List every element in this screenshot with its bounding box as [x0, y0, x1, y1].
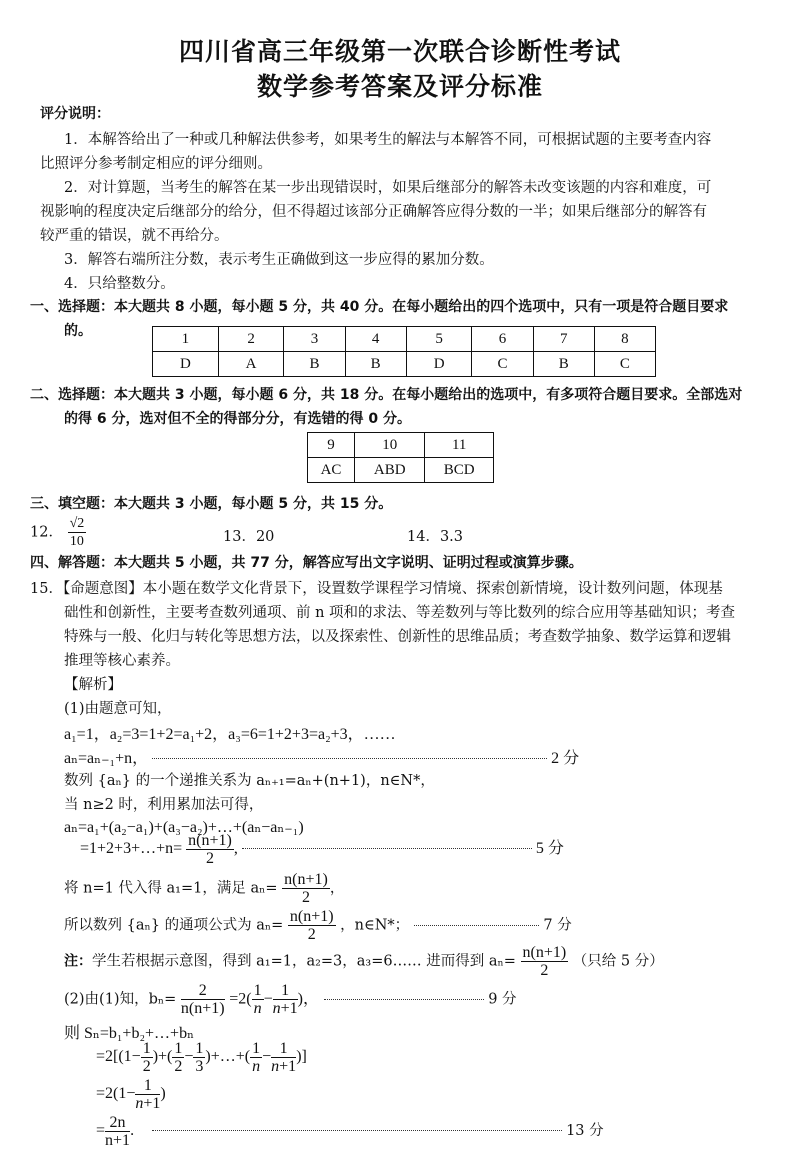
answer-cell: B [533, 352, 594, 377]
score-2: 2 分 [551, 750, 580, 767]
fraction: $\frac{2}{n(n+1)}$ [180, 982, 225, 1017]
q15-note: 注：学生若根据示意图，得到 a₁=1，a₂=3，a₃=6…… 进而得到 aₙ= $\frac{n(n+1)}{2}$ （只给 5 分） [64, 944, 664, 979]
fraction: $\frac{1}{n+1}$ [271, 1040, 297, 1075]
q15-intent-d: 推理等核心素养。 [64, 653, 180, 669]
question-number-row [308, 433, 494, 458]
answer-cell: C [472, 352, 533, 377]
section4-heading: 四、解答题：本大题共 5 小题，共 77 分，解答应写出文字说明、证明过程或演算步骤。 [30, 555, 583, 571]
question-number: 9 [308, 433, 355, 458]
q15-substitute-check: 将 n=1 代入得 a₁=1，满足 aₙ= $\frac{n(n+1)}{2}$ ， [64, 871, 345, 906]
question-number: 10 [355, 433, 425, 458]
question-number: 11 [425, 433, 494, 458]
fraction: $\frac{1}{2}$ [142, 1040, 151, 1075]
q15-recurrence-relation: 数列 {aₙ} 的一个递推关系为 aₙ₊₁=aₙ+(n+1)，n∈N*， [64, 773, 435, 789]
fraction: $\frac{n(n+1)}{2}$ [289, 908, 334, 943]
fraction: $\frac{n(n+1)}{2}$ [188, 832, 232, 867]
document-subtitle: 数学参考答案及评分标准 [256, 72, 543, 101]
q15-intent-c: 特殊与一般、化归与转化等思想方法，以及探索性、创新性的思维品质；考查数学抽象、数学运算和逻辑 [64, 629, 731, 645]
question-number: 4 [345, 327, 406, 352]
fraction: $\frac{1}{n}$ [253, 982, 262, 1017]
grading-note-2a: 2．对计算题，当考生的解答在某一步出现错误时，如果后继部分的解答未改变该题的内容和难度，可 [64, 180, 712, 196]
leader-dots [324, 999, 484, 1000]
grading-note-1a: 1．本解答给出了一种或几种解法供参考，如果考生的解法与本解答不同，可根据试题的主要考查内容 [64, 132, 712, 148]
document-title: 四川省高三年级第一次联合诊断性考试 [178, 37, 621, 66]
q15-intent-b: 础性和创新性，主要考查数列通项、前 n 项和的求法、等差数列与等比数列的综合应用等基础知识；考查 [64, 605, 736, 621]
answer-cell: AC [308, 458, 355, 483]
grading-note-1b: 比照评分参考制定相应的评分细则。 [40, 156, 272, 172]
fraction: $\frac{1}{n+1}$ [135, 1077, 161, 1112]
grading-note-2c: 较严重的错误，就不再给分。 [40, 228, 229, 244]
q15-initial-terms: a₁=1，a₂=3=1+2=a₁+2，a₃=6=1+2+3=a₂+3，…… [64, 726, 396, 743]
answer-cell: A [218, 352, 284, 377]
q15-condition: 当 n≥2 时，利用累加法可得， [64, 797, 264, 813]
fraction: $\frac{n(n+1)}{2}$ [284, 871, 328, 906]
answer-cell: D [406, 352, 472, 377]
fraction: $\frac{1}{n}$ [252, 1040, 261, 1075]
score-13: 13 分 [566, 1123, 604, 1140]
section2-heading-cont: 的得 6 分，选对但不全的得部分分，有选错的得 0 分。 [64, 411, 411, 427]
q15-sn-definition: 则 Sₙ=b₁+b₂+…+bₙ [64, 1025, 194, 1042]
answer-12-fraction: $\frac{√2}{10}$ [69, 516, 85, 549]
answer-12 [30, 515, 86, 550]
fraction: $\frac{1}{3}$ [195, 1040, 204, 1075]
fraction: $\frac{2n}{n+1}$ [105, 1114, 131, 1149]
section1-heading-cont: 的。 [64, 323, 92, 339]
leader-dots [242, 848, 532, 849]
section1-answer-table [152, 326, 656, 377]
q15-sn-step1: =2[(1− $\frac{1}{2}$ )+( $\frac{1}{2}$ − $\frac{1}{3}$ )+…+( $\frac{1}{n}$ − $\frac{1}{n+1}$ )] [96, 1040, 307, 1075]
q15-sn-step2: =2(1− $\frac{1}{n+1}$ ) [96, 1077, 166, 1112]
q15-intent-a: 15．【命题意图】本小题在数学文化背景下，设置数学课程学习情境、探索创新情境，设计数列问题，体现基 [30, 581, 723, 597]
grading-note-4: 4．只给整数分。 [64, 276, 175, 292]
fraction: $\frac{1}{2}$ [174, 1040, 183, 1075]
answer-cell: B [284, 352, 345, 377]
q15-part2: (2)由(1)知，bₙ= $\frac{2}{n(n+1)}$ =2( $\frac{1}{n}$ − $\frac{1}{n+1}$ )， 9 分 [64, 982, 517, 1017]
section1-heading: 一、选择题：本大题共 8 小题，每小题 5 分，共 40 分。在每小题给出的四个选项中，只有一项是符合题目要求 [30, 299, 729, 315]
answer-cell: BCD [425, 458, 494, 483]
grading-note-2b: 视影响的程度决定后继部分的给分，但不得超过该部分正确解答应得分数的一半；如果后继部分的解答有 [40, 204, 707, 220]
question-number: 2 [218, 327, 284, 352]
answer-14: 14．3.3 [407, 529, 464, 545]
question-number-row [153, 327, 656, 352]
answer-cell: B [345, 352, 406, 377]
grading-note-3: 3．解答右端所注分数，表示考生正确做到这一步应得的累加分数。 [64, 252, 494, 268]
answer-12-label: 12． [30, 524, 63, 541]
answer-row [153, 352, 656, 377]
leader-dots [414, 925, 539, 926]
score-9: 9 分 [488, 991, 517, 1008]
q15-telescoping-sum: aₙ=a₁+(a₂−a₁)+(a₃−a₂)+…+(aₙ−aₙ₋₁) [64, 819, 304, 836]
q15-recurrence-line: aₙ=aₙ₋₁+n， 2 分 [64, 750, 580, 767]
question-number: 7 [533, 327, 594, 352]
q15-sn-step3: = $\frac{2n}{n+1}$ . 13 分 [96, 1114, 604, 1149]
fraction: $\frac{1}{n+1}$ [272, 982, 298, 1017]
q15-general-formula: 所以数列 {aₙ} 的通项公式为 aₙ= $\frac{n(n+1)}{2}$ ，n∈N*； 7 分 [64, 908, 572, 943]
grading-notes-heading: 评分说明： [40, 106, 110, 122]
score-7: 7 分 [543, 917, 572, 934]
question-number: 8 [594, 327, 655, 352]
q15-analysis-label: 【解析】 [64, 677, 122, 693]
answer-cell: D [153, 352, 219, 377]
fraction: $\frac{n(n+1)}{2}$ [522, 944, 567, 979]
section2-heading: 二、选择题：本大题共 3 小题，每小题 6 分，共 18 分。在每小题给出的选项中，有多项符合题目要求。全部选对 [30, 387, 743, 403]
answer-13: 13．20 [223, 529, 275, 545]
answer-cell: C [594, 352, 655, 377]
question-number: 5 [406, 327, 472, 352]
answer-row [308, 458, 494, 483]
question-number: 1 [153, 327, 219, 352]
answer-cell: ABD [355, 458, 425, 483]
section3-heading: 三、填空题：本大题共 3 小题，每小题 5 分，共 15 分。 [30, 496, 393, 512]
q15-sum-result: =1+2+3+…+n= $\frac{n(n+1)}{2}$ , 5 分 [80, 832, 564, 867]
q15-part1-intro: (1)由题意可知， [64, 701, 172, 717]
score-5: 5 分 [535, 840, 564, 858]
section2-answer-table [307, 432, 494, 483]
question-number: 3 [284, 327, 345, 352]
question-number: 6 [472, 327, 533, 352]
leader-dots [152, 1130, 562, 1131]
leader-dots [152, 758, 547, 759]
